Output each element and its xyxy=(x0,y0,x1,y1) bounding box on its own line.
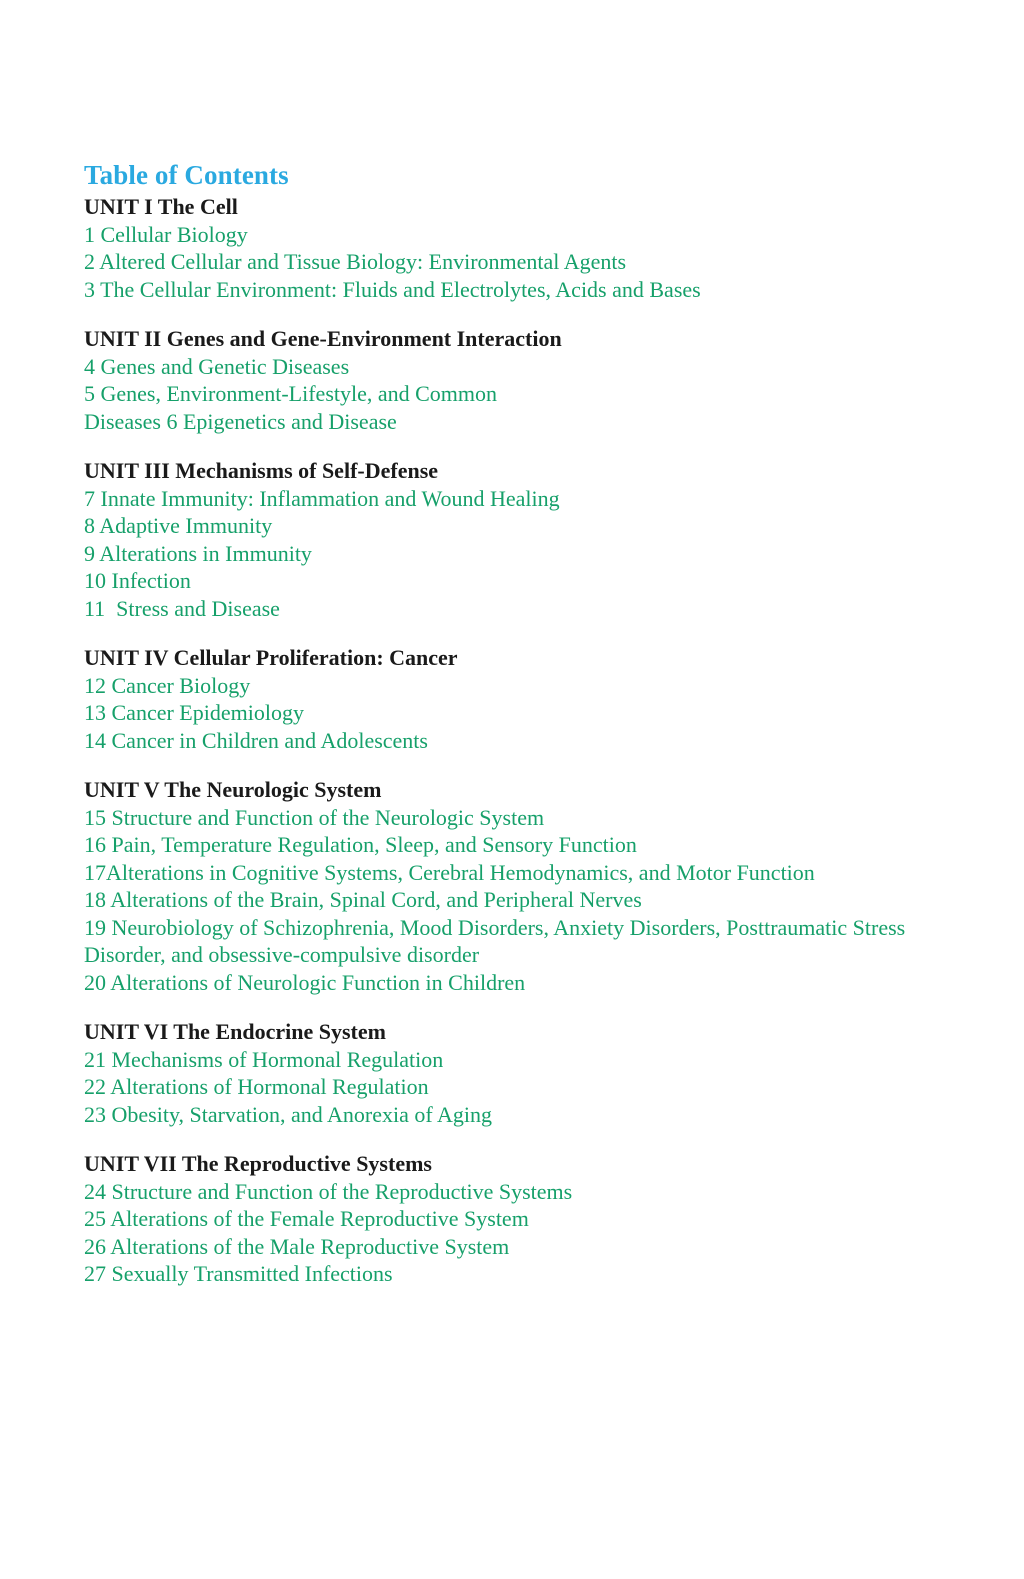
chapter-entry: 20 Alterations of Neurologic Function in Children xyxy=(84,969,526,995)
chapter-entry: 16 Pain, Temperature Regulation, Sleep, and Sensory Function xyxy=(84,832,637,858)
chapter-entry: 1 Cellular Biology xyxy=(84,221,248,247)
chapter-entry: 14 Cancer in Children and Adolescents xyxy=(84,727,428,753)
unit-section-4 xyxy=(84,644,940,754)
unit-section-1 xyxy=(84,193,940,303)
chapter-entry: 7 Innate Immunity: Inflammation and Wound Healing xyxy=(84,485,560,511)
unit-heading: UNIT VII The Reproductive Systems xyxy=(84,1151,432,1177)
chapter-entry: 2 Altered Cellular and Tissue Biology: Environmental Agents xyxy=(84,249,627,275)
chapter-entry: Diseases 6 Epigenetics and Disease xyxy=(84,408,397,434)
unit-heading: UNIT III Mechanisms of Self-Defense xyxy=(84,458,439,484)
page-title: Table of Contents xyxy=(84,160,289,190)
chapter-entry: 19 Neurobiology of Schizophrenia, Mood Disorders, Anxiety Disorders, Posttraumatic Stress xyxy=(84,914,906,940)
chapter-entry: 25 Alterations of the Female Reproductive System xyxy=(84,1206,529,1232)
unit-heading: UNIT VI The Endocrine System xyxy=(84,1019,386,1045)
chapter-entry: 11 Stress and Disease xyxy=(84,595,280,621)
unit-heading: UNIT II Genes and Gene-Environment Interaction xyxy=(84,326,562,352)
chapter-entry: 15 Structure and Function of the Neurologic System xyxy=(84,804,545,830)
chapter-entry: 21 Mechanisms of Hormonal Regulation xyxy=(84,1046,444,1072)
chapter-entry: 24 Structure and Function of the Reproductive Systems xyxy=(84,1178,573,1204)
unit-section-5 xyxy=(84,776,940,996)
chapter-entry: 13 Cancer Epidemiology xyxy=(84,700,304,726)
chapter-entry: 23 Obesity, Starvation, and Anorexia of Aging xyxy=(84,1101,492,1127)
unit-heading: UNIT I The Cell xyxy=(84,194,238,220)
chapter-entry: 12 Cancer Biology xyxy=(84,672,251,698)
chapter-entry: 26 Alterations of the Male Reproductive System xyxy=(84,1233,510,1259)
unit-heading: UNIT V The Neurologic System xyxy=(84,777,382,803)
chapter-entry: 3 The Cellular Environment: Fluids and Electrolytes, Acids and Bases xyxy=(84,276,701,302)
chapter-entry: 22 Alterations of Hormonal Regulation xyxy=(84,1074,429,1100)
chapter-entry: 9 Alterations in Immunity xyxy=(84,540,312,566)
chapter-entry: 18 Alterations of the Brain, Spinal Cord, and Peripheral Nerves xyxy=(84,887,642,913)
chapter-entry: Disorder, and obsessive-compulsive disorder xyxy=(84,942,480,968)
chapter-entry: 8 Adaptive Immunity xyxy=(84,513,273,539)
unit-section-6 xyxy=(84,1018,940,1128)
unit-heading: UNIT IV Cellular Proliferation: Cancer xyxy=(84,645,458,671)
chapter-entry: 27 Sexually Transmitted Infections xyxy=(84,1261,393,1287)
unit-section-7 xyxy=(84,1150,940,1288)
chapter-entry: 4 Genes and Genetic Diseases xyxy=(84,353,350,379)
chapter-entry: 10 Infection xyxy=(84,568,191,594)
unit-section-2 xyxy=(84,325,940,435)
unit-section-3 xyxy=(84,457,940,622)
chapter-entry: 17Alterations in Cognitive Systems, Cerebral Hemodynamics, and Motor Function xyxy=(84,859,815,885)
chapter-entry: 5 Genes, Environment-Lifestyle, and Common xyxy=(84,381,498,407)
